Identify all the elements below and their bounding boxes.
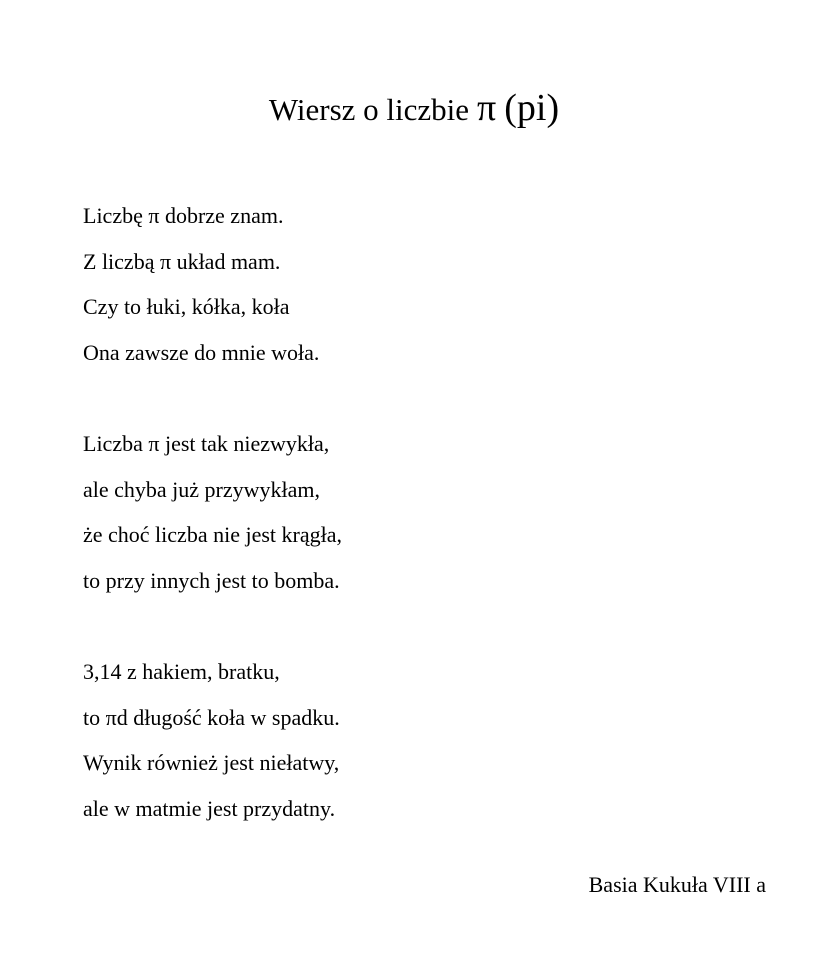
poem-line: 3,14 z hakiem, bratku, <box>83 659 280 684</box>
poem-line: Wynik również jest niełatwy, <box>83 750 340 775</box>
poem-line: Z liczbą π układ mam. <box>83 248 281 274</box>
poem-line: Czy to łuki, kółka, koła <box>83 294 290 319</box>
poem-line: to πd długość koła w spadku. <box>83 704 340 730</box>
poem-title-text: Wiersz o liczbie <box>268 92 470 127</box>
poem-title-paren: (pi) <box>504 87 560 129</box>
poem-line: Liczbę π dobrze znam. <box>83 203 284 228</box>
stanza-3 <box>83 649 783 831</box>
poem-line: Ona zawsze do mnie woła. <box>83 339 320 365</box>
poem-line: Liczba π jest tak niezwykła, <box>83 431 330 456</box>
poem-title-pi-symbol: π <box>477 87 497 129</box>
poem-line: ale chyba już przywykłam, <box>83 476 321 502</box>
stanza-2 <box>83 421 783 603</box>
poem-line: to przy innych jest to bomba. <box>83 567 340 593</box>
poem-body <box>83 193 783 877</box>
poem-author: Basia Kukuła VIII a <box>588 872 766 897</box>
poem-line: ale w matmie jest przydatny. <box>83 795 336 821</box>
poem-line: że choć liczba nie jest krągła, <box>83 522 342 547</box>
poem-title <box>0 86 828 130</box>
stanza-1 <box>83 193 783 375</box>
